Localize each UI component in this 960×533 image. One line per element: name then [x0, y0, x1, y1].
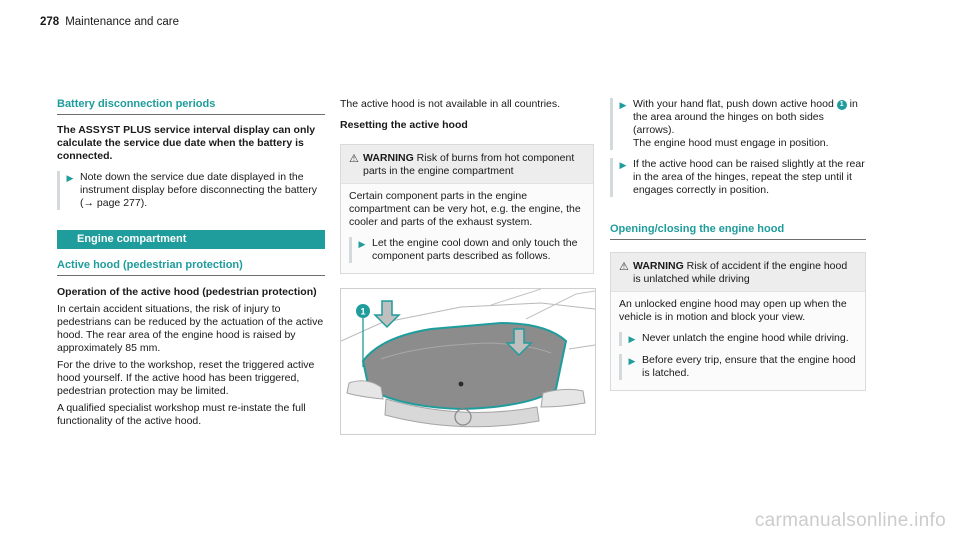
- qualified-text: A qualified specialist workshop must re-instate the full functionality of the active hood.: [57, 402, 306, 427]
- step1-post: in the area around the hinges on both sides (arrows).: [633, 98, 858, 136]
- column-right: [610, 98, 866, 403]
- warning-burns: [340, 144, 594, 274]
- column-middle: [340, 98, 594, 435]
- watermark: carmanualsonline.info: [754, 510, 946, 531]
- engine-compartment-bar: Engine compartment: [57, 230, 325, 249]
- step-arrow-icon: ▶: [619, 160, 627, 170]
- step1-pre: With your hand flat, push down active hood: [633, 98, 834, 110]
- warning-step-2: [619, 354, 857, 380]
- step2-text: If the active hood can be raised slightly at the rear in the area of the hinges, repeat the step until it engages correctly in position.: [633, 158, 865, 196]
- car-hood-illustration: [341, 289, 595, 434]
- warning-step: [349, 237, 585, 263]
- figure-callout: 1: [360, 306, 366, 317]
- step-push-hood: [610, 98, 866, 150]
- warning-triangle-icon: ⚠: [619, 261, 629, 273]
- warning-step2-text: Before every trip, ensure that the engine hood is latched.: [642, 354, 856, 379]
- column-left: [57, 98, 325, 432]
- drive-text: For the drive to the workshop, reset the triggered active hood yourself. If the active hood has been triggered, pedestrian protection may be limited.: [57, 359, 315, 397]
- warning-title: Risk of burns from hot component parts in the engine compartment: [363, 152, 575, 177]
- step-arrow-icon: ▶: [628, 334, 636, 344]
- page-header: [40, 16, 179, 29]
- assyst-note: The ASSYST PLUS service interval display can only calculate the service due date when the battery is connected.: [57, 124, 316, 162]
- warning-step1-text: Never unlatch the engine hood while driving.: [642, 332, 849, 344]
- not-available-text: The active hood is not available in all countries.: [340, 98, 561, 110]
- warning-body: Certain component parts in the engine compartment can be very hot, e.g. the engine, the cooler and parts of the exhaust system.: [349, 190, 581, 228]
- opening-heading: Opening/closing the engine hood: [610, 223, 866, 240]
- step1-result: The engine hood must engage in position.: [633, 137, 829, 149]
- section-title: Maintenance and care: [65, 16, 179, 28]
- resetting-heading: Resetting the active hood: [340, 119, 468, 131]
- warning-step-1: [619, 332, 857, 346]
- operation-text: In certain accident situations, the risk of injury to pedestrians can be reduced by the actuation of the active hood. The rear area of the engine hood is raised by approximately 85 mm.: [57, 303, 324, 354]
- step-arrow-icon: ▶: [66, 173, 74, 183]
- step-repeat: [610, 158, 866, 197]
- step-arrow-icon: ▶: [619, 100, 627, 110]
- warning-label: WARNING: [633, 260, 684, 272]
- warning-body: An unlocked engine hood may open up when the vehicle is in motion and block your view.: [619, 298, 847, 323]
- page-number: 278: [40, 16, 60, 28]
- warning-accident: [610, 252, 866, 391]
- warning-step-text: Let the engine cool down and only touch the component parts described as follows.: [372, 237, 578, 262]
- callout-marker: 1: [837, 100, 847, 110]
- step-arrow-icon: ▶: [628, 356, 636, 366]
- warning-triangle-icon: ⚠: [349, 153, 359, 165]
- battery-heading: Battery disconnection periods: [57, 98, 325, 115]
- warning-label: WARNING: [363, 152, 414, 164]
- hood-figure: [340, 288, 596, 435]
- operation-heading: Operation of the active hood (pedestrian protection): [57, 286, 317, 298]
- step-note-date: [57, 171, 325, 210]
- warning-title: Risk of accident if the engine hood is unlatched while driving: [633, 260, 848, 285]
- active-hood-heading: Active hood (pedestrian protection): [57, 259, 325, 276]
- step-note-text: Note down the service due date displayed in the instrument display before disconnecting the battery (→ page 277).: [80, 171, 317, 209]
- step-arrow-icon: ▶: [358, 239, 366, 249]
